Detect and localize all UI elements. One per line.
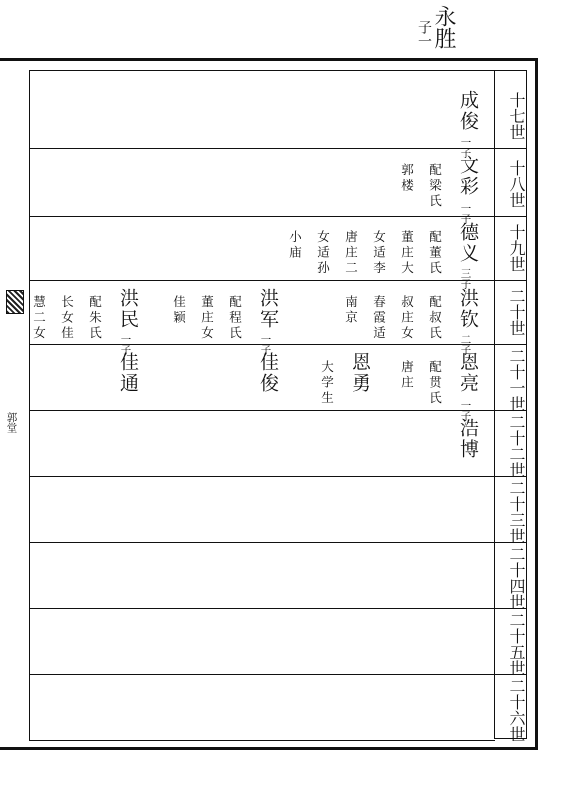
generation-label: 二十世 <box>507 288 526 336</box>
children-count: 二子 <box>459 334 472 355</box>
generation-label: 二十四世 <box>507 546 526 610</box>
children-count: 一子 <box>459 203 472 224</box>
ancestor-name: 永胜 <box>431 5 456 49</box>
children-count: 一子 <box>459 137 472 158</box>
daughter-note: 长女佳 <box>59 295 75 342</box>
row-divider <box>29 216 527 217</box>
person-name: 洪钦 <box>457 288 479 330</box>
person-name: 德义 <box>457 222 479 264</box>
spouse: 配叔氏 <box>427 295 443 342</box>
person-name: 文彩 <box>457 155 479 197</box>
daughter-note: 佳颖 <box>171 295 187 326</box>
children-count: 一子 <box>459 400 472 421</box>
row-divider <box>29 608 527 609</box>
genealogy-table <box>29 70 495 741</box>
spouse: 配朱氏 <box>87 295 103 342</box>
row-divider <box>29 674 527 675</box>
daughter-note: 小庙 <box>287 230 303 261</box>
seal-mark <box>6 290 24 314</box>
spouse: 配梁氏 <box>427 163 443 210</box>
hall-name: 郭堂 <box>5 412 18 433</box>
row-divider <box>29 148 527 149</box>
generation-label: 二十三世 <box>507 480 526 544</box>
generation-label: 二十六世 <box>507 678 526 742</box>
person-name: 佳俊 <box>257 352 279 394</box>
generation-label: 十八世 <box>507 160 526 208</box>
generation-label: 十七世 <box>507 92 526 140</box>
children-count: 一子 <box>119 334 132 355</box>
generation-label: 二十二世 <box>507 414 526 478</box>
person-name: 洪民 <box>117 288 139 330</box>
spouse: 配董氏 <box>427 230 443 277</box>
generation-label: 二十五世 <box>507 612 526 676</box>
row-divider <box>29 542 527 543</box>
generation-label: 十九世 <box>507 224 526 272</box>
daughter-note: 女适李 <box>371 230 387 277</box>
daughter-place: 南京 <box>343 295 359 326</box>
person-name: 成俊 <box>457 90 479 132</box>
spouse-origin: 叔庄女 <box>399 295 415 342</box>
spouse: 配程氏 <box>227 295 243 342</box>
header-child-note: 子一 <box>416 20 432 48</box>
children-count: 一子 <box>259 334 272 355</box>
daughter-note: 唐庄二 <box>343 230 359 277</box>
spouse-origin: 唐庄 <box>399 360 415 391</box>
spouse-origin: 董庄女 <box>199 295 215 342</box>
person-name: 恩勇 <box>349 352 371 394</box>
person-name: 佳通 <box>117 352 139 394</box>
person-name: 洪军 <box>257 288 279 330</box>
daughter-note: 春霞适 <box>371 295 387 342</box>
children-count: 三子 <box>459 268 472 289</box>
row-divider <box>29 280 527 281</box>
person-name: 恩亮 <box>457 352 479 394</box>
education-note: 大学生 <box>319 360 335 407</box>
row-divider <box>29 410 527 411</box>
row-divider <box>29 344 527 345</box>
daughter-note: 慧二女 <box>31 295 47 342</box>
generation-label: 二十一世 <box>507 348 526 412</box>
daughter-note: 女适孙 <box>315 230 331 277</box>
row-divider <box>29 476 527 477</box>
burial-place: 郭楼 <box>399 163 415 194</box>
person-name: 浩博 <box>457 418 479 460</box>
spouse-origin: 董庄大 <box>399 230 415 277</box>
spouse: 配贯氏 <box>427 360 443 407</box>
